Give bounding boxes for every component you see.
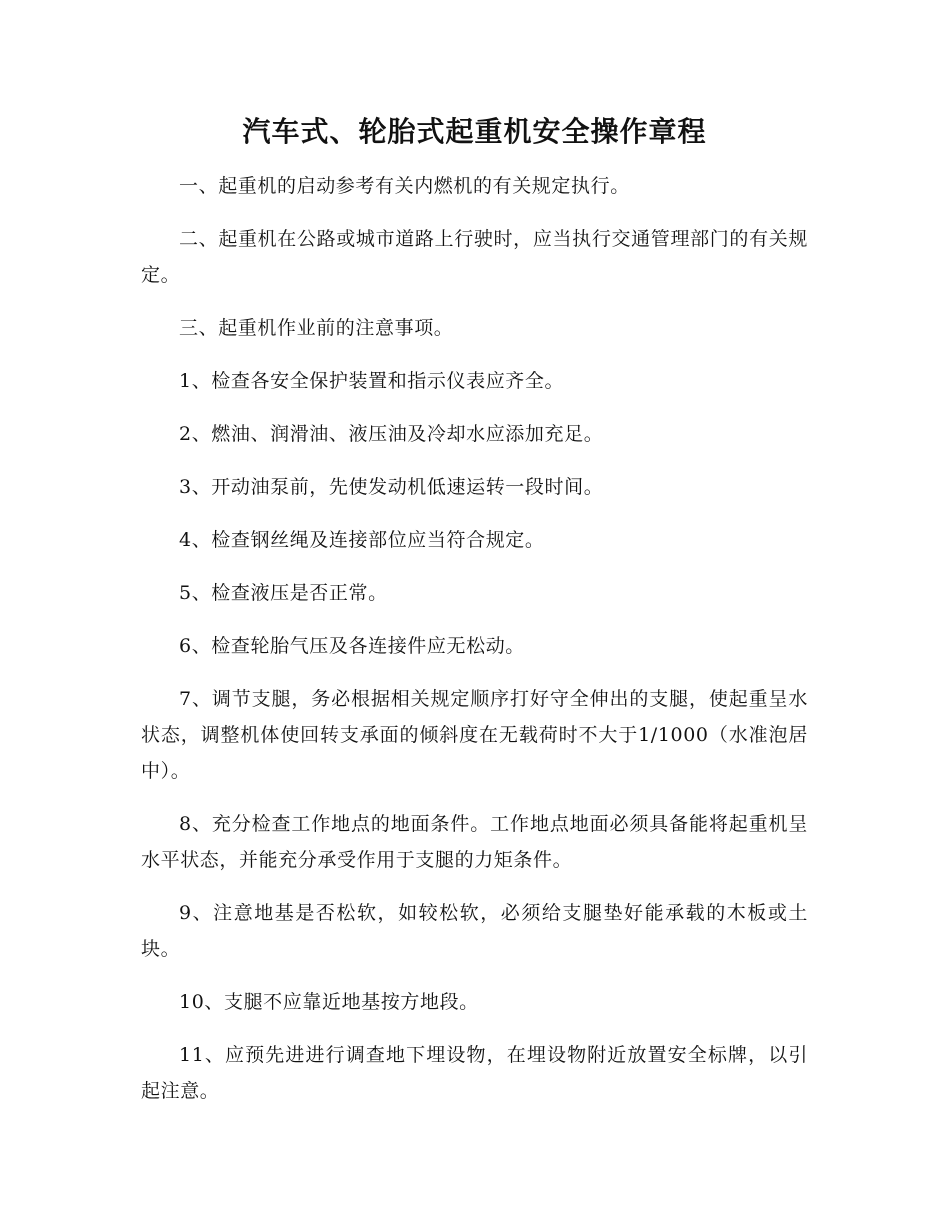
paragraph-8: 5、检查液压是否正常。 — [179, 582, 388, 604]
paragraph-6: 3、开动油泵前，先使发动机低速运转一段时间。 — [179, 476, 604, 498]
paragraph-2: 二、起重机在公路或城市道路上行驶时，应当执行交通管理部门的有关规定。 — [141, 228, 808, 286]
paragraph-12: 9、注意地基是否松软，如较松软，必须给支腿垫好能承载的木板或土块。 — [141, 902, 808, 960]
paragraph-4: 1、检查各安全保护装置和指示仪表应齐全。 — [179, 370, 565, 392]
paragraph-5: 2、燃油、润滑油、液压油及冷却水应添加充足。 — [179, 423, 604, 445]
paragraph-13: 10、支腿不应靠近地基按方地段。 — [179, 991, 479, 1013]
paragraph-14: 11、应预先进进行调查地下埋设物，在埋设物附近放置安全标牌，以引起注意。 — [141, 1044, 808, 1102]
paragraph-7: 4、检查钢丝绳及连接部位应当符合规定。 — [179, 529, 545, 551]
paragraph-10: 7、调节支腿，务必根据相关规定顺序打好守全伸出的支腿，使起重呈水状态，调整机体使回转支承面的倾斜度在无载荷时不大于1/1000（水准泡居中）。 — [141, 688, 808, 782]
document-title: 汽车式、轮胎式起重机安全操作章程 — [242, 115, 707, 148]
paragraph-11: 8、充分检查工作地点的地面条件。工作地点地面必须具备能将起重机呈水平状态，并能充分承受作用于支腿的力矩条件。 — [141, 813, 808, 871]
paragraph-3: 三、起重机作业前的注意事项。 — [179, 317, 454, 339]
paragraph-9: 6、检查轮胎气压及各连接件应无松动。 — [179, 635, 525, 657]
document-body — [141, 110, 808, 1126]
paragraph-1: 一、起重机的启动参考有关内燃机的有关规定执行。 — [179, 175, 630, 197]
